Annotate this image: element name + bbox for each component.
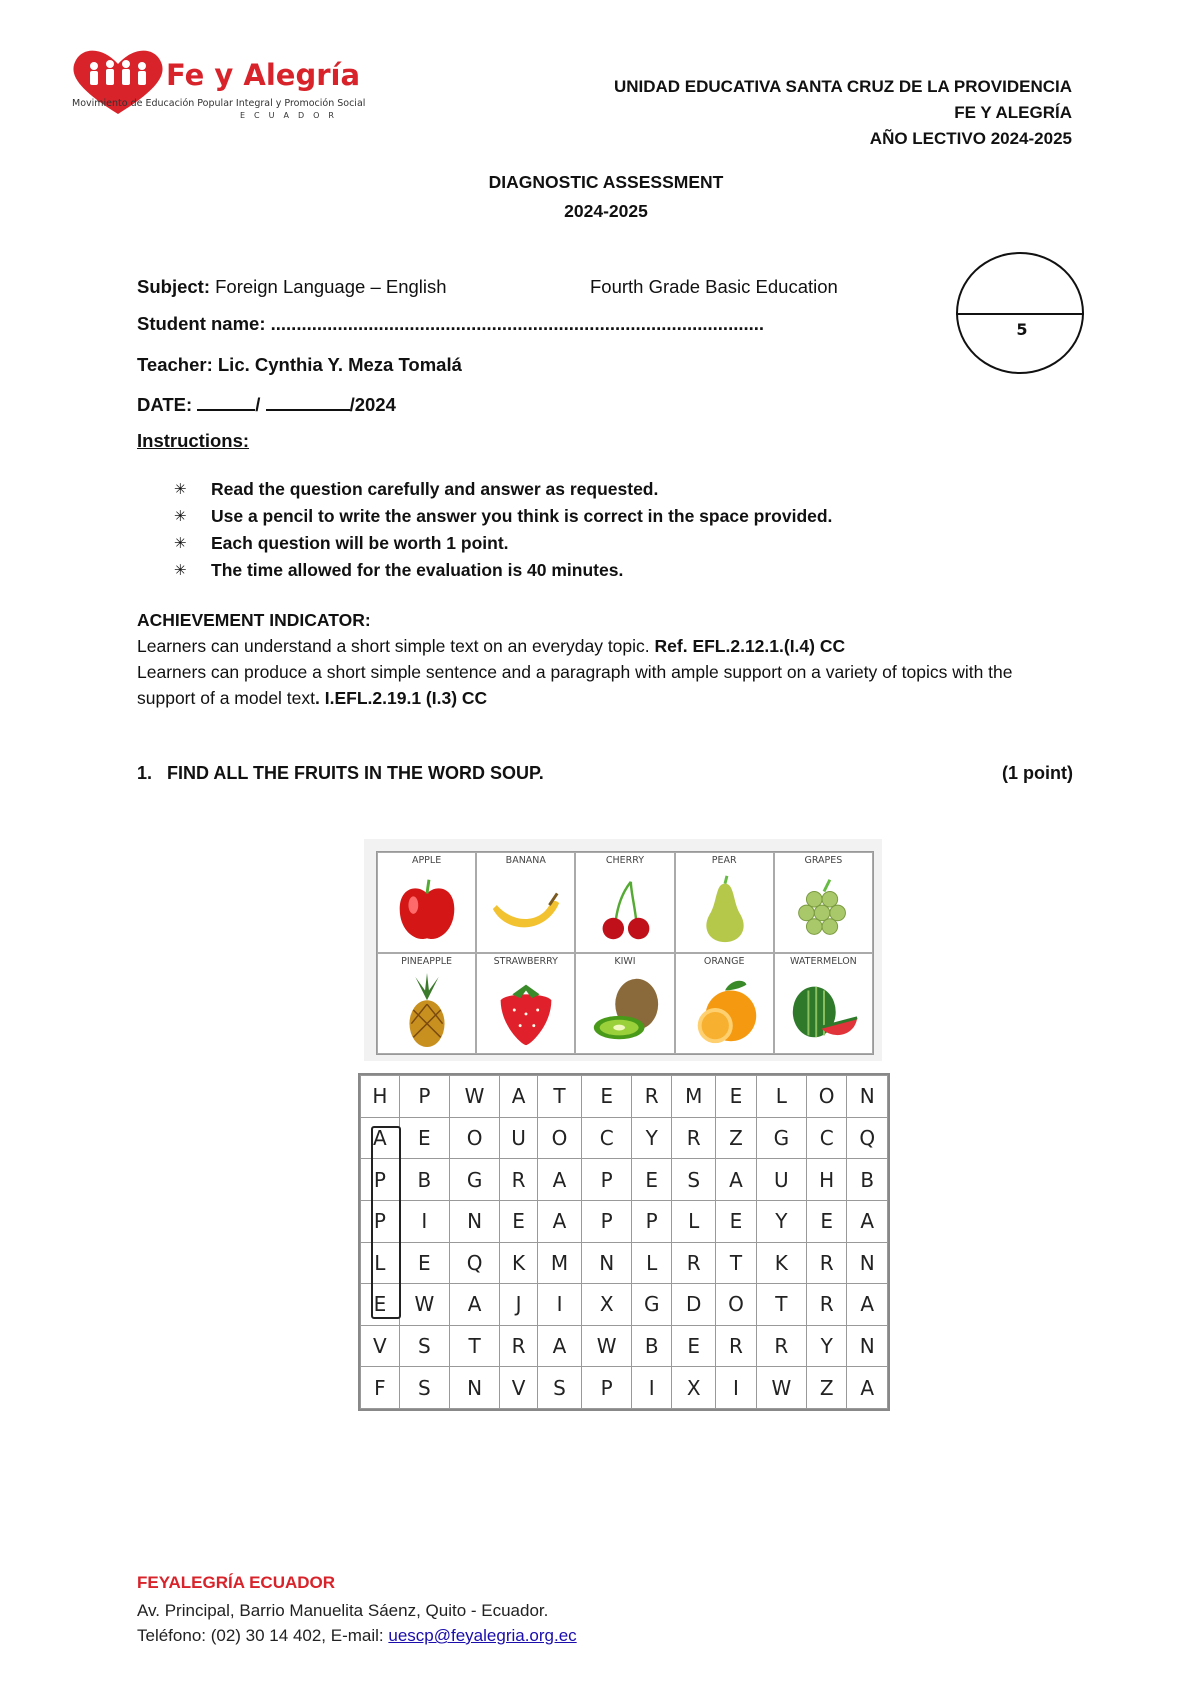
word-soup-row [361, 1159, 888, 1201]
fruit-card [377, 852, 476, 953]
student-name-label: Student name: [137, 313, 266, 334]
word-soup-letter[interactable]: S [672, 1159, 716, 1201]
asterisk-icon: ✳ [174, 535, 187, 552]
word-soup-letter[interactable]: T [449, 1325, 499, 1367]
instruction-item: ✳ Read the question carefully and answer as requested. [211, 476, 832, 503]
example-answer-highlight-apple [371, 1126, 401, 1319]
word-soup-letter[interactable]: P [632, 1200, 672, 1242]
fruit-card [575, 852, 674, 953]
word-soup-letter[interactable]: M [537, 1242, 581, 1284]
word-soup-letter[interactable]: E [399, 1242, 449, 1284]
footer-phone-line: Teléfono: (02) 30 14 402, E-mail: uescp@feyalegria.org.ec [137, 1626, 577, 1645]
logo-country: ECUADOR [240, 111, 343, 120]
word-soup-row [361, 1367, 888, 1409]
fruit-grid [376, 851, 874, 1055]
word-soup-letter[interactable]: M [672, 1076, 716, 1118]
fruit-card [675, 953, 774, 1054]
student-name-line [137, 313, 764, 335]
word-soup-letter[interactable]: N [449, 1367, 499, 1409]
asterisk-icon: ✳ [174, 508, 187, 525]
word-soup-letter[interactable]: U [500, 1117, 538, 1159]
word-soup-letter[interactable]: P [582, 1367, 632, 1409]
fruit-card [675, 852, 774, 953]
word-soup-row [361, 1117, 888, 1159]
word-soup-letter[interactable]: P [361, 1200, 400, 1242]
fruit-card [377, 953, 476, 1054]
date-month-blank[interactable] [266, 393, 350, 411]
achievement-line-2: Learners can produce a short simple sentence and a paragraph with ample support on a variety of topics with the support of a model text. I.EFL.2.19.1 (I.3) CC [137, 662, 1013, 708]
grade-level: Fourth Grade Basic Education [590, 276, 838, 297]
word-soup-letter[interactable]: Z [716, 1117, 756, 1159]
word-soup-letter[interactable]: G [449, 1159, 499, 1201]
word-soup-letter[interactable]: P [399, 1076, 449, 1118]
word-soup-row [361, 1242, 888, 1284]
school-year: AÑO LECTIVO 2024-2025 [869, 129, 1072, 148]
email-link[interactable]: uescp@feyalegria.org.ec [388, 1626, 577, 1645]
date-line: DATE: / /2024 [137, 394, 396, 415]
word-soup-letter[interactable]: P [361, 1159, 400, 1201]
instructions-heading: Instructions: [137, 430, 250, 451]
word-soup-letter[interactable]: C [582, 1117, 632, 1159]
word-soup-letter[interactable]: G [632, 1284, 672, 1326]
word-soup-letter[interactable]: Q [847, 1117, 888, 1159]
word-soup-letter[interactable]: Q [449, 1242, 499, 1284]
document-title [0, 168, 1200, 226]
word-soup-letter[interactable]: P [582, 1200, 632, 1242]
word-soup-letter[interactable]: R [756, 1325, 806, 1367]
score-divider [956, 313, 1084, 315]
word-soup-letter[interactable]: R [500, 1159, 538, 1201]
word-soup-letter[interactable]: E [582, 1076, 632, 1118]
achievement-indicator [137, 607, 1067, 711]
word-soup-letter[interactable]: O [449, 1117, 499, 1159]
word-soup-letter[interactable]: E [632, 1159, 672, 1201]
word-soup-letter[interactable]: E [672, 1325, 716, 1367]
question-number: 1. [137, 763, 153, 783]
score-total: 5 [1016, 320, 1028, 339]
word-soup-letter[interactable]: P [582, 1159, 632, 1201]
word-soup-letter[interactable]: L [756, 1076, 806, 1118]
fruit-card [774, 852, 873, 953]
word-soup-letter[interactable]: I [716, 1367, 756, 1409]
date-day-blank[interactable] [197, 393, 255, 411]
word-soup-letter[interactable]: B [632, 1325, 672, 1367]
word-soup-letter[interactable]: W [756, 1367, 806, 1409]
title-line-1: DIAGNOSTIC ASSESSMENT [488, 172, 724, 192]
word-soup-letter[interactable]: T [756, 1284, 806, 1326]
word-soup-letter[interactable]: N [582, 1242, 632, 1284]
logo-wordmark: Fe y Alegría [166, 58, 361, 92]
word-soup-letter[interactable]: S [537, 1367, 581, 1409]
word-soup-letter[interactable]: A [500, 1076, 538, 1118]
word-soup-letter[interactable]: O [537, 1117, 581, 1159]
word-soup-letter[interactable]: Y [632, 1117, 672, 1159]
word-soup-letter[interactable]: N [449, 1200, 499, 1242]
word-soup-letter[interactable]: R [672, 1242, 716, 1284]
asterisk-icon: ✳ [174, 562, 187, 579]
achievement-heading: ACHIEVEMENT INDICATOR: [137, 610, 371, 630]
achievement-line-1: Learners can understand a short simple text on an everyday topic. Ref. EFL.2.12.1.(I.4) CC [137, 636, 846, 656]
logo-tagline: Movimiento de Educación Popular Integral y Promoción Social [72, 98, 366, 109]
school-name: UNIDAD EDUCATIVA SANTA CRUZ DE LA PROVIDENCIA [613, 77, 1072, 96]
word-soup-letter[interactable]: R [716, 1325, 756, 1367]
question-text: FIND ALL THE FRUITS IN THE WORD SOUP. [167, 763, 544, 783]
word-soup-letter[interactable]: R [806, 1284, 846, 1326]
word-soup-letter[interactable]: I [399, 1200, 449, 1242]
word-soup-letter[interactable]: Z [806, 1367, 846, 1409]
word-soup-letter[interactable]: A [537, 1325, 581, 1367]
word-soup-letter[interactable]: T [716, 1242, 756, 1284]
footer-contact [137, 1598, 577, 1648]
word-soup-letter[interactable]: E [716, 1076, 756, 1118]
date-label: DATE: [137, 394, 193, 415]
word-soup-letter[interactable]: E [716, 1200, 756, 1242]
word-soup-letter[interactable]: L [672, 1200, 716, 1242]
instruction-item: ✳ The time allowed for the evaluation is 40 minutes. [211, 557, 832, 584]
fruit-label: PINEAPPLE [401, 956, 453, 967]
word-soup-letter[interactable]: Y [756, 1200, 806, 1242]
word-soup-letter[interactable]: A [716, 1159, 756, 1201]
word-soup-letter[interactable]: J [500, 1284, 538, 1326]
word-soup-letter[interactable]: W [399, 1284, 449, 1326]
subject-label: Subject: [137, 276, 210, 297]
instruction-item: ✳ Each question will be worth 1 point. [211, 530, 832, 557]
fruit-card [476, 852, 575, 953]
word-soup-letter[interactable]: T [537, 1076, 581, 1118]
fruit-label: PEAR [711, 855, 737, 866]
word-soup-letter[interactable]: G [756, 1117, 806, 1159]
fruit-label: WATERMELON [790, 956, 857, 967]
word-soup-letter[interactable]: H [361, 1076, 400, 1118]
word-soup-letter[interactable]: K [756, 1242, 806, 1284]
word-soup-letter[interactable]: S [399, 1367, 449, 1409]
word-soup-row [361, 1076, 888, 1118]
word-soup-letter[interactable]: O [716, 1284, 756, 1326]
footer-org: FEYALEGRÍA ECUADOR [137, 1573, 336, 1592]
word-soup-letter[interactable]: E [500, 1200, 538, 1242]
word-soup-letter[interactable]: E [399, 1117, 449, 1159]
date-year: /2024 [349, 394, 396, 415]
fruit-label: CHERRY [605, 855, 645, 866]
word-soup-letter[interactable]: E [806, 1200, 846, 1242]
fruit-label: BANANA [505, 855, 546, 866]
word-soup-letter[interactable]: O [806, 1076, 846, 1118]
fruit-label: GRAPES [804, 855, 843, 866]
instructions-list [174, 476, 833, 584]
word-soup-grid [358, 1073, 890, 1411]
title-line-2: 2024-2025 [564, 201, 648, 221]
word-soup-letter[interactable]: W [449, 1076, 499, 1118]
word-soup-letter[interactable]: X [672, 1367, 716, 1409]
word-soup-letter[interactable]: H [806, 1159, 846, 1201]
word-soup-letter[interactable]: R [500, 1325, 538, 1367]
word-soup-letter[interactable]: S [399, 1325, 449, 1367]
word-soup-letter[interactable]: A [537, 1200, 581, 1242]
word-soup-letter[interactable]: I [537, 1284, 581, 1326]
word-soup-row [361, 1200, 888, 1242]
word-soup-letter[interactable]: A [847, 1367, 888, 1409]
word-soup-letter[interactable]: A [847, 1200, 888, 1242]
fruit-label: KIWI [614, 956, 636, 967]
word-soup-letter[interactable]: I [632, 1367, 672, 1409]
word-soup-letter[interactable]: B [399, 1159, 449, 1201]
word-soup-letter[interactable]: X [582, 1284, 632, 1326]
fruit-picture-chart [364, 839, 882, 1061]
fruit-label: STRAWBERRY [493, 956, 558, 967]
fruit-card [774, 953, 873, 1054]
word-soup-letter[interactable]: A [361, 1117, 400, 1159]
word-soup-letter[interactable]: U [756, 1159, 806, 1201]
subject-line [137, 276, 447, 298]
word-soup-letter[interactable]: V [361, 1325, 400, 1367]
instruction-item: ✳ Use a pencil to write the answer you think is correct in the space provided. [211, 503, 832, 530]
word-soup-letter[interactable]: N [847, 1076, 888, 1118]
word-soup-letter[interactable]: N [847, 1325, 888, 1367]
subject-value: Foreign Language – English [209, 276, 447, 297]
word-soup-row [361, 1325, 888, 1367]
word-soup-letter[interactable]: K [500, 1242, 538, 1284]
word-soup-letter[interactable]: A [847, 1284, 888, 1326]
asterisk-icon: ✳ [174, 481, 187, 498]
fruit-card [476, 953, 575, 1054]
fruit-label: ORANGE [703, 956, 745, 967]
question-points: (1 point) [1002, 763, 1073, 783]
word-soup-letter[interactable]: A [449, 1284, 499, 1326]
word-soup-letter[interactable]: F [361, 1367, 400, 1409]
word-soup-letter[interactable]: Y [806, 1325, 846, 1367]
student-name-blank[interactable]: ................................................................................................ [265, 313, 765, 334]
word-soup-letter[interactable]: L [361, 1242, 400, 1284]
word-soup-letter[interactable]: W [582, 1325, 632, 1367]
word-soup-letter[interactable]: N [847, 1242, 888, 1284]
word-soup-letter[interactable]: R [632, 1076, 672, 1118]
fruit-label: APPLE [411, 855, 442, 866]
word-soup-letter[interactable]: V [500, 1367, 538, 1409]
word-soup-letter[interactable]: E [361, 1284, 400, 1326]
word-soup-letter[interactable]: R [806, 1242, 846, 1284]
footer-address: Av. Principal, Barrio Manuelita Sáenz, Quito - Ecuador. [137, 1601, 549, 1620]
word-soup-letter[interactable]: C [806, 1117, 846, 1159]
word-soup-letter[interactable]: B [847, 1159, 888, 1201]
teacher-line: Teacher: Lic. Cynthia Y. Meza Tomalá [137, 354, 462, 375]
word-soup-letter[interactable]: L [632, 1242, 672, 1284]
question-1 [137, 763, 544, 784]
fruit-card [575, 953, 674, 1054]
school-header [614, 74, 1072, 152]
word-soup-letter[interactable]: D [672, 1284, 716, 1326]
school-network: FE Y ALEGRÍA [954, 103, 1072, 122]
word-soup-letter[interactable]: R [672, 1117, 716, 1159]
word-soup-row [361, 1284, 888, 1326]
word-soup-letter[interactable]: A [537, 1159, 581, 1201]
